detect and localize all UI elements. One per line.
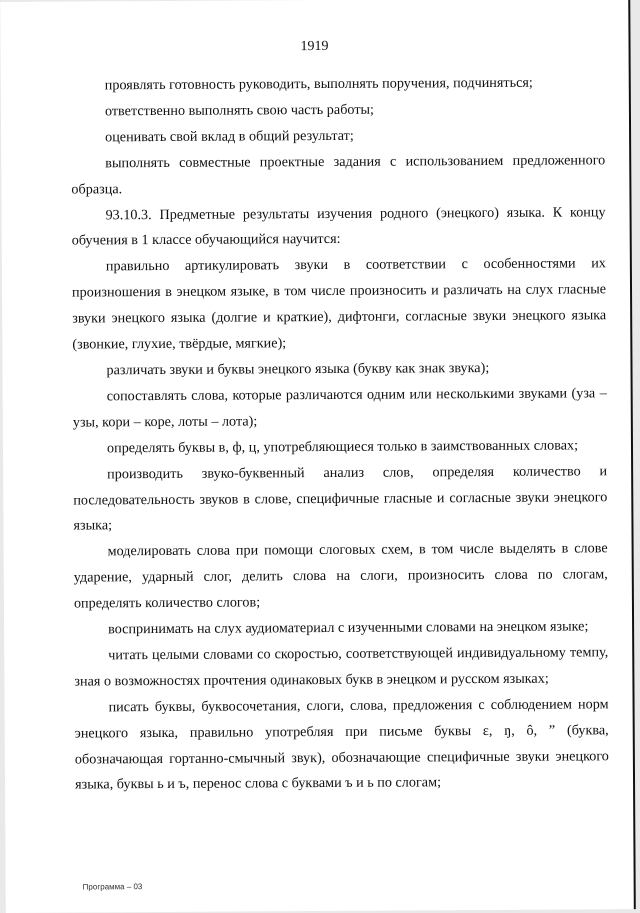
paragraph: определять буквы в, ф, ц, употребляющиеся только в заимствованных словах; xyxy=(106,437,579,457)
paragraph: различать звуки и буквы энецкого языка (букву как знак звука); xyxy=(106,359,490,379)
paragraph: читать целыми словами со скоростью, соответствующей индивидуальному темпу, зная о возможностях прочтения одинаковых букв в энецком и русском языках; xyxy=(74,644,609,690)
paragraph: моделировать слова при помощи слоговых схем, в том числе выделять в слове ударение, ударный слог, делить слова на слоги, произносить слова по слогам, определять количество слогов; xyxy=(73,540,608,612)
section-heading-paragraph: 93.10.3. Предметные результаты изучения родного (энецкого) языка. К концу обучения в 1 классе обучающийся научится: xyxy=(71,203,606,249)
paragraph: правильно артикулировать звуки в соответствии с особенностями их произношения в энецком языке, в том числе произносить и различать на слух гласные звуки энецкого языка (долгие и краткие), дифтонги, согласные звуки энецкого языка (звонкие, глухие, твёрдые, мягкие); xyxy=(71,255,607,353)
paragraph: оценивать свой вклад в общий результат; xyxy=(105,127,354,146)
paragraph: выполнять совместные проектные задания с использованием предложенного образца. xyxy=(71,151,606,198)
paragraph: производить звуко-буквенный анализ слов, определяя количество и последовательность звуков в слове, специфичные гласные и согласные звуки энецкого языка; xyxy=(73,462,608,534)
paragraph: писать буквы, буквосочетания, слоги, слова, предложения с соблюдением норм энецкого языка, правильно употребляя при письме буквы ɛ, ŋ, ô, ” (буква, обозначающая гортанно-смычный звук), обозначающие специфичные звуки энецкого языка, буквы ь и ъ, перенос слова с буквами ъ и ь по слогам; xyxy=(74,696,609,793)
paragraph: сопоставлять слова, которые различаются одним или несколькими звуками (уза – узы, кори – коре, лоты – лота); xyxy=(72,385,607,431)
page-body xyxy=(71,70,609,799)
paragraph: воспринимать на слух аудиоматериал с изученными словами на энецком языке; xyxy=(108,618,589,638)
paragraph: проявлять готовность руководить, выполнять поручения, подчиняться; xyxy=(104,74,533,94)
paragraph: ответственно выполнять свою часть работы; xyxy=(104,101,375,120)
page-footer: Программа – 03 xyxy=(82,882,143,892)
page-number: 1919 xyxy=(300,38,329,55)
